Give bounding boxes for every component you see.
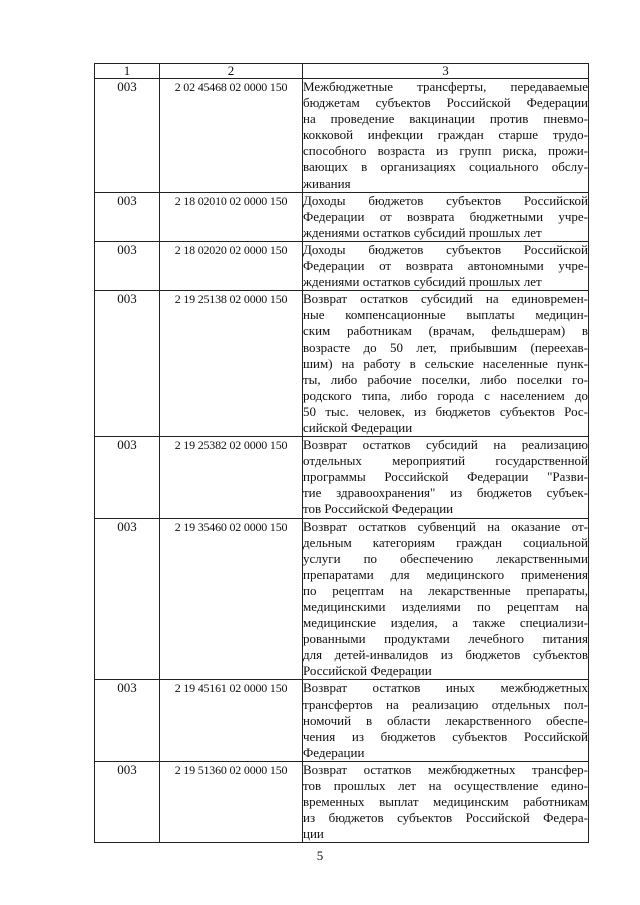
table-row <box>95 79 589 193</box>
admin-code-cell: 003 <box>95 241 160 290</box>
description-line: бюджетам субъектов Российской Федерации <box>303 95 588 111</box>
description-line: номочий в области лекарственного обеспе- <box>303 712 588 728</box>
description-line: ты, либо рабочие поселки, либо поселки го- <box>303 371 588 387</box>
budget-code-cell: 2 19 45161 02 0000 150 <box>160 680 303 761</box>
description-line: Федерации от возврата бюджетными учре- <box>303 208 588 224</box>
budget-code-cell: 2 19 25382 02 0000 150 <box>160 437 303 518</box>
description-cell <box>303 192 589 241</box>
budget-code-cell: 2 19 35460 02 0000 150 <box>160 518 303 680</box>
description-line: чения из бюджетов субъектов Российской <box>303 728 588 744</box>
table-header-row <box>95 64 589 79</box>
table-row <box>95 241 589 290</box>
budget-code-cell: 2 18 02020 02 0000 150 <box>160 241 303 290</box>
description-line: живания <box>303 175 351 191</box>
description-line: родского типа, либо города с населением до <box>303 387 588 403</box>
admin-code-cell: 003 <box>95 291 160 437</box>
description-line: для детей-инвалидов из бюджетов субъектов <box>303 647 588 663</box>
description-cell <box>303 291 589 437</box>
description-line: шим) на работу в сельские населенные пунк- <box>303 355 588 371</box>
description-line: медицинские изделия, а также специализи- <box>303 615 588 631</box>
admin-code-cell: 003 <box>95 192 160 241</box>
description-line: Доходы бюджетов субъектов Российской <box>303 241 588 257</box>
admin-code-cell: 003 <box>95 437 160 518</box>
table-row <box>95 761 589 842</box>
description-line: программы Российской Федерации "Разви- <box>303 469 588 485</box>
description-line: тов прошлых лет на осуществление едино- <box>303 778 588 794</box>
description-line: трансфертов на реализацию отдельных пол- <box>303 696 588 712</box>
admin-code-cell: 003 <box>95 79 160 193</box>
column-header-1: 1 <box>95 64 160 79</box>
budget-code-cell: 2 02 45468 02 0000 150 <box>160 79 303 193</box>
admin-code-cell: 003 <box>95 761 160 842</box>
description-line: Возврат остатков иных межбюджетных <box>303 680 588 696</box>
description-line: тие здравоохранения" из бюджетов субъек- <box>303 485 588 501</box>
description-cell <box>303 518 589 680</box>
admin-code-cell: 003 <box>95 680 160 761</box>
description-line: способного возраста из групп риска, прожи- <box>303 143 588 159</box>
description-line: ные компенсационные выплаты медицин- <box>303 307 588 323</box>
description-cell <box>303 680 589 761</box>
table-row <box>95 518 589 680</box>
description-line: Возврат остатков субсидий на единовремен- <box>303 291 588 307</box>
description-line: ждениями остатков субсидий прошлых лет <box>303 224 542 240</box>
table-row <box>95 192 589 241</box>
description-line: 50 тыс. человек, из бюджетов субъектов Рос- <box>303 403 588 419</box>
description-line: дельным категориям граждан социальной <box>303 534 588 550</box>
table-body <box>95 79 589 843</box>
description-line: медицинскими изделиями по рецептам на <box>303 599 588 614</box>
description-line: возрасте до 50 лет, прибывшим (переехав- <box>303 339 588 355</box>
description-line: Российской Федерации <box>303 663 432 679</box>
table-row <box>95 291 589 437</box>
description-line: рованными продуктами лечебного питания <box>303 631 588 647</box>
description-line: препаратами для медицинского применения <box>303 566 588 582</box>
description-line: по рецептам на лекарственные препараты, <box>303 582 588 598</box>
description-line: Возврат остатков межбюджетных трансфер- <box>303 761 588 777</box>
description-line: Доходы бюджетов субъектов Российской <box>303 192 588 208</box>
description-line: ждениями остатков субсидий прошлых лет <box>303 274 542 290</box>
page-number: 5 <box>316 848 324 863</box>
description-line: ским работникам (врачам, фельдшерам) в <box>303 323 588 339</box>
column-header-3: 3 <box>303 64 589 79</box>
admin-code-cell: 003 <box>95 518 160 680</box>
description-line: из бюджетов субъектов Российской Федера- <box>303 810 588 826</box>
description-line: Федерации от возврата автономными учре- <box>303 258 588 274</box>
description-line: ции <box>303 826 324 842</box>
description-line: сийской Федерации <box>303 419 413 435</box>
column-header-2: 2 <box>160 64 303 79</box>
description-line: кокковой инфекции граждан старше трудо- <box>303 127 588 143</box>
description-cell <box>303 241 589 290</box>
budget-code-cell: 2 19 25138 02 0000 150 <box>160 291 303 437</box>
description-line: Межбюджетные трансферты, передаваемые <box>303 79 588 94</box>
description-line: тов Российской Федерации <box>303 501 454 517</box>
budget-code-cell: 2 18 02010 02 0000 150 <box>160 192 303 241</box>
description-cell <box>303 79 589 193</box>
description-line: услуги по обеспечению лекарственными <box>303 550 588 566</box>
description-line: отдельных мероприятий государственной <box>303 453 588 469</box>
table-row <box>95 437 589 518</box>
description-line: Федерации <box>303 744 365 760</box>
budget-classification-table <box>94 63 589 843</box>
description-cell <box>303 761 589 842</box>
description-line: Возврат остатков субвенций на оказание от- <box>303 518 588 534</box>
description-line: Возврат остатков субсидий на реализацию <box>303 437 588 453</box>
description-line: на проведение вакцинации против пневмо- <box>303 111 588 127</box>
budget-code-cell: 2 19 51360 02 0000 150 <box>160 761 303 842</box>
description-line: вающих в организациях социального обслу- <box>303 159 588 175</box>
table-row <box>95 680 589 761</box>
description-cell <box>303 437 589 518</box>
description-line: временных выплат медицинским работникам <box>303 794 588 810</box>
